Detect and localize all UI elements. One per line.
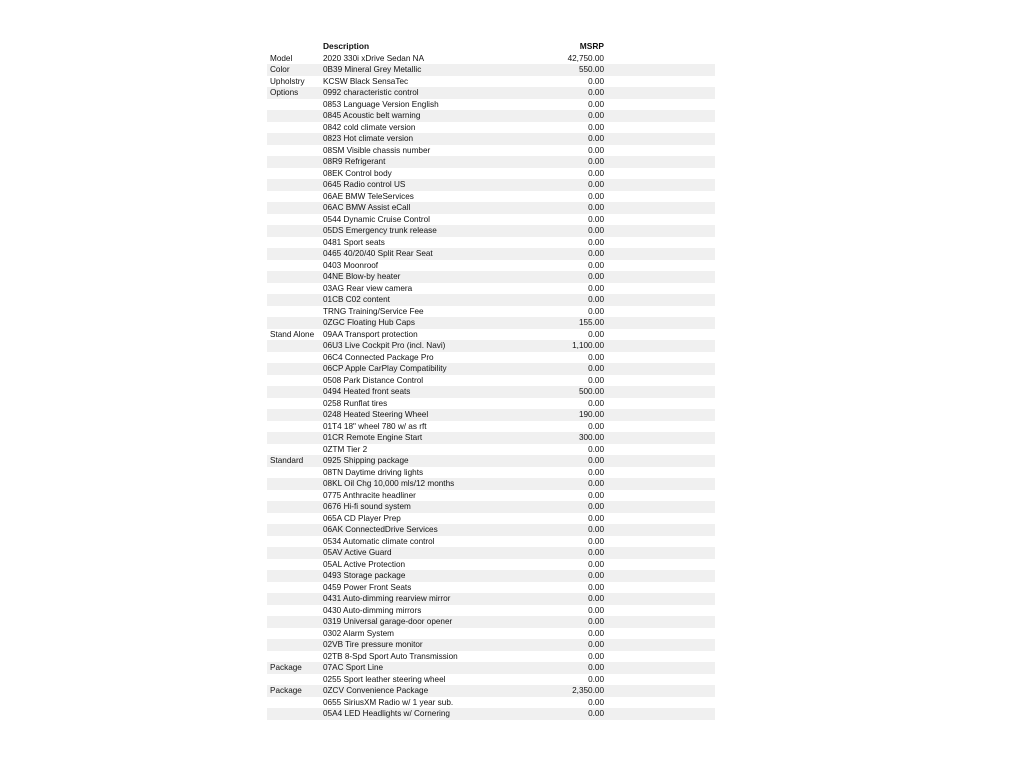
row-description: 0465 40/20/40 Split Rear Seat (323, 249, 433, 258)
row-msrp: 0.00 (588, 617, 604, 626)
table-row (267, 110, 715, 122)
table-row (267, 283, 715, 295)
row-category: Options (270, 88, 299, 97)
row-msrp: 0.00 (588, 709, 604, 718)
row-msrp: 0.00 (588, 157, 604, 166)
row-msrp: 0.00 (588, 513, 604, 523)
row-msrp: 0.00 (588, 674, 604, 684)
table-row (267, 260, 715, 272)
row-msrp: 1,100.00 (572, 341, 604, 350)
table-row (267, 87, 715, 99)
row-description: 09AA Transport protection (323, 329, 418, 339)
row-msrp: 0.00 (588, 479, 604, 488)
row-description: 065A CD Player Prep (323, 513, 401, 523)
table-row (267, 64, 715, 76)
msrp-column-header: MSRP (579, 41, 604, 51)
row-msrp: 0.00 (588, 444, 604, 454)
row-msrp: 0.00 (588, 295, 604, 304)
table-row (267, 317, 715, 329)
row-msrp: 0.00 (588, 421, 604, 431)
row-description: 08TN Daytime driving lights (323, 467, 424, 477)
table-row (267, 708, 715, 720)
row-description: 0302 Alarm System (323, 628, 394, 638)
row-description: 0319 Universal garage-door opener (323, 617, 453, 626)
row-description: 06CP Apple CarPlay Compatibility (323, 364, 447, 373)
row-msrp: 0.00 (588, 651, 604, 661)
row-description: 0430 Auto-dimming mirrors (323, 605, 422, 615)
row-msrp: 0.00 (588, 237, 604, 247)
row-msrp: 0.00 (588, 502, 604, 511)
row-msrp: 0.00 (588, 203, 604, 212)
table-row (267, 352, 715, 364)
description-column-header: Description (323, 41, 370, 51)
table-row (267, 582, 715, 594)
row-msrp: 190.00 (578, 410, 604, 419)
table-row (267, 156, 715, 168)
table-row (267, 513, 715, 525)
row-category: Standard (270, 456, 304, 465)
table-row (267, 409, 715, 421)
table-row (267, 478, 715, 490)
table-row (267, 363, 715, 375)
table-row (267, 444, 715, 456)
table-row (267, 294, 715, 306)
row-description: 0534 Automatic climate control (323, 536, 435, 546)
row-msrp: 0.00 (588, 663, 604, 672)
row-description: 01CB C02 content (323, 295, 390, 304)
table-row (267, 191, 715, 203)
table-row (267, 467, 715, 479)
table-row (267, 432, 715, 444)
row-msrp: 0.00 (588, 490, 604, 500)
row-description: 0925 Shipping package (323, 456, 409, 465)
row-description: 0ZTM Tier 2 (323, 444, 368, 454)
row-msrp: 0.00 (588, 582, 604, 592)
row-msrp: 0.00 (588, 329, 604, 339)
table-body (267, 53, 715, 720)
row-description: 06AE BMW TeleServices (323, 191, 414, 201)
row-msrp: 0.00 (588, 99, 604, 109)
row-msrp: 0.00 (588, 628, 604, 638)
row-msrp: 0.00 (588, 525, 604, 534)
table-row (267, 570, 715, 582)
row-description: 05A4 LED Headlights w/ Cornering (323, 709, 450, 718)
table-row (267, 524, 715, 536)
row-msrp: 0.00 (588, 134, 604, 143)
table-row (267, 168, 715, 180)
table-row (267, 179, 715, 191)
row-msrp: 0.00 (588, 536, 604, 546)
row-category: Upholstry (270, 76, 305, 86)
row-msrp: 0.00 (588, 226, 604, 235)
table-row (267, 225, 715, 237)
table-row (267, 421, 715, 433)
row-category: Model (270, 53, 293, 63)
table-row (267, 214, 715, 226)
row-msrp: 0.00 (588, 467, 604, 477)
row-msrp: 0.00 (588, 168, 604, 178)
row-description: 0655 SiriusXM Radio w/ 1 year sub. (323, 697, 454, 707)
row-description: 04NE Blow-by heater (323, 272, 401, 281)
row-msrp: 0.00 (588, 88, 604, 97)
row-description: 0258 Runflat tires (323, 398, 388, 408)
row-description: 02VB Tire pressure monitor (323, 640, 423, 649)
table-row (267, 501, 715, 513)
row-description: 07AC Sport Line (323, 663, 384, 672)
row-msrp: 0.00 (588, 571, 604, 580)
row-category: Color (270, 65, 290, 74)
row-description: 0431 Auto-dimming rearview mirror (323, 594, 451, 603)
row-description: 0845 Acoustic belt warning (323, 111, 421, 120)
table-row (267, 53, 715, 65)
row-description: 03AG Rear view camera (323, 283, 413, 293)
table-row (267, 605, 715, 617)
row-msrp: 0.00 (588, 272, 604, 281)
row-description: 06U3 Live Cockpit Pro (incl. Navi) (323, 341, 446, 350)
row-description: 08SM Visible chassis number (323, 145, 431, 155)
table-row (267, 145, 715, 157)
row-description: 06AK ConnectedDrive Services (323, 525, 438, 534)
row-description: 0676 Hi-fi sound system (323, 502, 411, 511)
row-msrp: 0.00 (588, 214, 604, 224)
row-category: Stand Alone (270, 329, 315, 339)
row-description: 02TB 8-Spd Sport Auto Transmission (323, 651, 458, 661)
row-msrp: 0.00 (588, 145, 604, 155)
row-description: 05AV Active Guard (323, 548, 392, 557)
row-msrp: 0.00 (588, 697, 604, 707)
table-row (267, 547, 715, 559)
row-msrp: 0.00 (588, 375, 604, 385)
table-row (267, 306, 715, 318)
row-description: 05AL Active Protection (323, 559, 406, 569)
table-row (267, 340, 715, 352)
row-msrp: 0.00 (588, 352, 604, 362)
table-row (267, 697, 715, 709)
row-msrp: 0.00 (588, 364, 604, 373)
row-msrp: 0.00 (588, 559, 604, 569)
row-description: 0823 Hot climate version (323, 134, 414, 143)
table-row (267, 329, 715, 341)
row-msrp: 0.00 (588, 640, 604, 649)
table-row (267, 133, 715, 145)
table-row (267, 248, 715, 260)
table-row (267, 237, 715, 249)
row-description: 0853 Language Version English (323, 99, 439, 109)
row-msrp: 0.00 (588, 76, 604, 86)
row-description: 0493 Storage package (323, 571, 406, 580)
table-row (267, 271, 715, 283)
row-description: TRNG Training/Service Fee (323, 306, 424, 316)
row-description: 08KL Oil Chg 10,000 mls/12 months (323, 479, 455, 488)
row-category: Package (270, 663, 302, 672)
row-description: 0ZGC Floating Hub Caps (323, 318, 415, 327)
row-description: 0842 cold climate version (323, 122, 416, 132)
row-msrp: 550.00 (578, 65, 604, 74)
table-row (267, 76, 715, 88)
row-msrp: 0.00 (588, 605, 604, 615)
row-description: 0775 Anthracite headliner (323, 490, 416, 500)
row-msrp: 0.00 (588, 456, 604, 465)
row-description: 01T4 18" wheel 780 w/ as rft (323, 421, 427, 431)
row-msrp: 0.00 (588, 594, 604, 603)
row-description: 01CR Remote Engine Start (323, 433, 423, 442)
row-description: 06C4 Connected Package Pro (323, 352, 434, 362)
table-row (267, 455, 715, 467)
row-description: KCSW Black SensaTec (323, 76, 409, 86)
row-msrp: 0.00 (588, 306, 604, 316)
table-row (267, 99, 715, 111)
row-msrp: 0.00 (588, 191, 604, 201)
msrp-table (267, 41, 715, 720)
table-row (267, 490, 715, 502)
row-msrp: 500.00 (578, 387, 604, 396)
row-description: 0403 Moonroof (323, 260, 379, 270)
row-description: 0544 Dynamic Cruise Control (323, 214, 430, 224)
table-row (267, 639, 715, 651)
row-msrp: 0.00 (588, 398, 604, 408)
table-row (267, 202, 715, 214)
row-msrp: 0.00 (588, 122, 604, 132)
table-row (267, 628, 715, 640)
row-description: 2020 330i xDrive Sedan NA (323, 53, 425, 63)
row-description: 08R9 Refrigerant (323, 157, 386, 166)
row-msrp: 0.00 (588, 180, 604, 189)
table-header (267, 41, 715, 53)
row-msrp: 0.00 (588, 283, 604, 293)
table-row (267, 616, 715, 628)
row-description: 0459 Power Front Seats (323, 582, 412, 592)
table-row (267, 559, 715, 571)
table-row (267, 122, 715, 134)
row-msrp: 300.00 (578, 433, 604, 442)
table-row (267, 375, 715, 387)
row-msrp: 0.00 (588, 249, 604, 258)
table-row (267, 398, 715, 410)
row-msrp: 0.00 (588, 548, 604, 557)
row-description: 0645 Radio control US (323, 180, 406, 189)
row-description: 0248 Heated Steering Wheel (323, 410, 429, 419)
row-msrp: 0.00 (588, 260, 604, 270)
row-description: 0494 Heated front seats (323, 387, 411, 396)
table-row (267, 536, 715, 548)
row-description: 06AC BMW Assist eCall (323, 203, 411, 212)
table-row (267, 685, 715, 697)
row-description: 0ZCV Convenience Package (323, 686, 429, 695)
row-description: 0508 Park Distance Control (323, 375, 424, 385)
row-category: Package (270, 686, 302, 695)
row-description: 0481 Sport seats (323, 237, 385, 247)
row-description: 0992 characteristic control (323, 88, 419, 97)
row-description: 05DS Emergency trunk release (323, 226, 437, 235)
row-msrp: 0.00 (588, 111, 604, 120)
row-msrp: 2,350.00 (572, 686, 604, 695)
row-description: 08EK Control body (323, 168, 392, 178)
table-row (267, 662, 715, 674)
table-row (267, 593, 715, 605)
table-row (267, 674, 715, 686)
row-description: 0255 Sport leather steering wheel (323, 674, 446, 684)
table-row (267, 651, 715, 663)
row-msrp: 155.00 (578, 318, 604, 327)
row-msrp: 42,750.00 (567, 53, 604, 63)
table-row (267, 386, 715, 398)
row-description: 0B39 Mineral Grey Metallic (323, 65, 422, 74)
